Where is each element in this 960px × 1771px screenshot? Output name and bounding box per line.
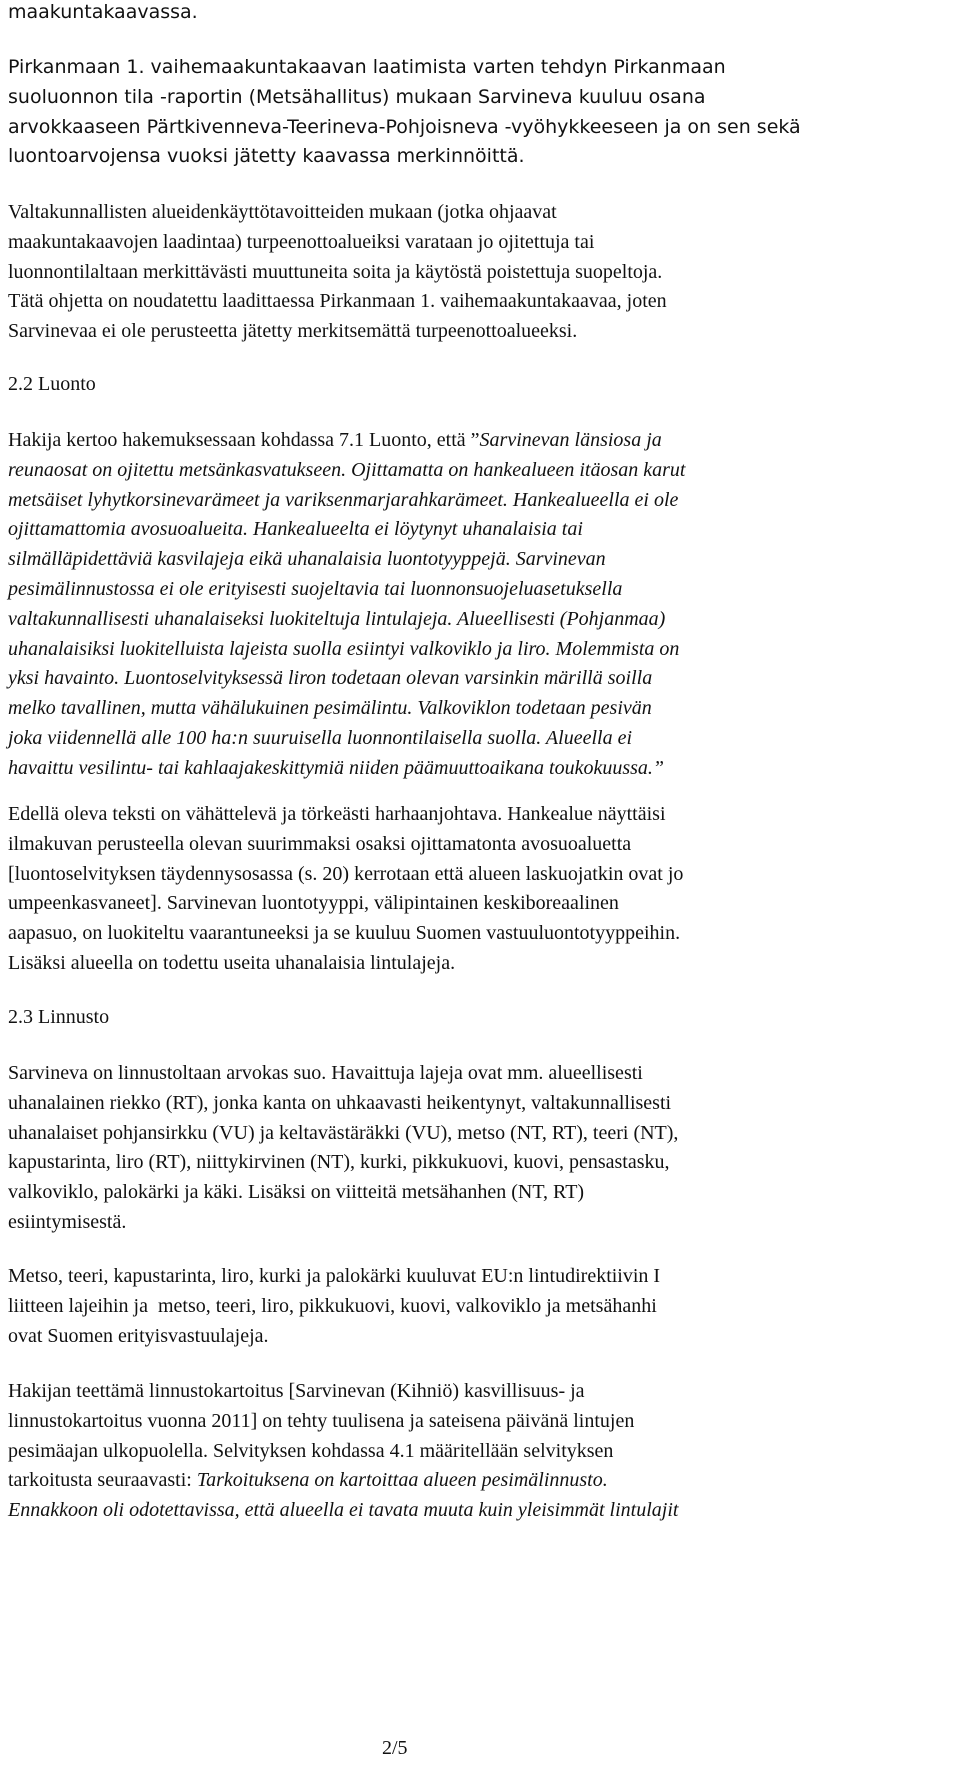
- section-heading-luonto: 2.2 Luonto: [8, 373, 96, 395]
- paragraph-directive: [8, 1262, 952, 1351]
- text-line: esiintymisestä.: [8, 1210, 127, 1233]
- quote-line: Ennakkoon oli odotettavissa, että alueella ei tavata muuta kuin yleisimmät lintulajit: [8, 1499, 679, 1522]
- text-line: kapustarinta, liro (RT), niittykirvinen (NT), kurki, pikkukuovi, kuovi, pensastasku,: [8, 1151, 670, 1174]
- text-line: umpeenkasvaneet]. Sarvinevan luontotyyppi, välipintainen keskiboreaalinen: [8, 892, 619, 915]
- text-line: linnustokartoitus vuonna 2011] on tehty tuulisena ja sateisena päivänä lintujen: [8, 1409, 635, 1432]
- text-line: Tätä ohjetta on noudatettu laadittaessa Pirkanmaan 1. vaihemaakuntakaavaa, joten: [8, 290, 667, 313]
- text-line: Hakijan teettämä linnustokartoitus [Sarvinevan (Kihniö) kasvillisuus- ja: [8, 1380, 585, 1402]
- text-line: [luontoselvityksen täydennysosassa (s. 20) kerrotaan että alueen laskuojatkin ovat jo: [8, 862, 684, 885]
- quote-line: pesimälinnustossa ei ole erityisesti suojeltavia tai luonnonsuojeluasetuksella: [8, 577, 623, 600]
- text-line: Sarvinevaa ei ole perusteetta jätetty merkitsemättä turpeenottoalueeksi.: [8, 320, 578, 343]
- page-number: 2/5: [382, 1737, 408, 1759]
- text-line: pesimäajan ulkopuolella. Selvityksen kohdassa 4.1 määritellään selvityksen: [8, 1439, 614, 1462]
- text-line: uhanalainen riekko (RT), jonka kanta on uhkaavasti heikentynyt, valtakunnallisesti: [8, 1091, 672, 1114]
- paragraph-quote: [8, 426, 952, 784]
- quote-line: melko tavallinen, mutta vähälukuinen pesimälintu. Valkoviklon todetaan pesivän: [8, 697, 652, 720]
- text-line: uhanalaiset pohjansirkku (VU) ja keltavästäräkki (VU), metso (NT, RT), teeri (NT),: [8, 1121, 679, 1144]
- text-line: Metso, teeri, kapustarinta, liro, kurki ja palokärki kuuluvat EU:n lintudirektiivin I: [8, 1265, 661, 1287]
- text-line: aapasuo, on luokiteltu vaarantuneeksi ja se kuuluu Suomen vastuuluontotyyppeihin.: [8, 922, 681, 945]
- text-line: Valtakunnallisten alueidenkäyttötavoitteiden mukaan (jotka ohjaavat: [8, 201, 557, 223]
- text-line: Edellä oleva teksti on vähättelevä ja törkeästi harhaanjohtava. Hankealue näyttäisi: [8, 803, 666, 825]
- text-line: Sarvineva on linnustoltaan arvokas suo. Havaittuja lajeja ovat mm. alueellisesti: [8, 1062, 643, 1084]
- text-line: maakuntakaavojen laadintaa) turpeenottoalueiksi varataan jo ojitettuja tai: [8, 230, 595, 253]
- quote-line: havaittu vesilintu- tai kahlaajakeskittymiä niiden päämuuttoaikana toukokuussa.”: [8, 756, 665, 779]
- text-line: arvokkaaseen Pärtkivenneva-Teerineva-Pohjoisneva -vyöhykkeeseen ja on sen sekä: [8, 115, 801, 138]
- text-line: ovat Suomen erityisvastuulajeja.: [8, 1324, 269, 1347]
- paragraph-survey: [8, 1377, 952, 1526]
- continuation-text: maakuntakaavassa.: [8, 1, 198, 23]
- paragraph-comment: [8, 800, 952, 979]
- paragraph-species: [8, 1059, 952, 1238]
- text-line: Lisäksi alueella on todettu useita uhanalaisia lintulajeja.: [8, 951, 456, 974]
- paragraph-tavoitteet: [8, 198, 952, 347]
- quote-line: valtakunnallisesti uhanalaiseksi luokiteltuja lintulajeja. Alueellisesti (Pohjanmaa): [8, 607, 666, 630]
- section-heading-linnusto: 2.3 Linnusto: [8, 1006, 110, 1028]
- text-line: valkoviklo, palokärki ja käki. Lisäksi on viitteitä metsähanhen (NT, RT): [8, 1181, 585, 1204]
- quote-text: Sarvinevan länsiosa ja: [479, 429, 662, 451]
- text-line: [8, 1466, 952, 1496]
- quote-line: ojittamattomia avosuoalueita. Hankealueelta ei löytynyt uhanalaisia tai: [8, 518, 583, 541]
- text-line: luontoarvojensa vuoksi jätetty kaavassa merkinnöittä.: [8, 145, 525, 168]
- quote-line: silmälläpidettäviä kasvilajeja eikä uhanalaisia luontotyyppejä. Sarvinevan: [8, 548, 606, 571]
- quote-line: uhanalaisiksi luokitelluista lajeista suolla esiintyi valkoviklo ja liro. Molemmista on: [8, 637, 680, 660]
- paragraph-kaava: [8, 53, 952, 172]
- text-line: Pirkanmaan 1. vaihemaakuntakaavan laatimista varten tehdyn Pirkanmaan: [8, 56, 726, 78]
- quote-line: joka viidennellä alle 100 ha:n suuruisella luonnontilaisella suolla. Alueella ei: [8, 726, 633, 749]
- quote-line: yksi havainto. Luontoselvityksessä liron todetaan olevan varsinkin märillä soilla: [8, 667, 653, 690]
- text-line: suoluonnon tila -raportin (Metsähallitus) mukaan Sarvineva kuuluu osana: [8, 85, 706, 108]
- survey-intro: tarkoitusta seuraavasti:: [8, 1469, 197, 1492]
- quote-intro: Hakija kertoo hakemuksessaan kohdassa 7.1 Luonto, että ”: [8, 429, 480, 451]
- quote-line: metsäiset lyhytkorsinevarämeet ja variksenmarjarahkarämeet. Hankealueella ei ole: [8, 488, 679, 511]
- text-line: liitteen lajeihin ja metso, teeri, liro, pikkukuovi, kuovi, valkoviklo ja metsähanhi: [8, 1294, 657, 1317]
- quote-line: reunaosat on ojitettu metsänkasvatukseen. Ojittamatta on hankealueen itäosan karut: [8, 458, 686, 481]
- text-line: [8, 426, 952, 456]
- survey-quote: Tarkoituksena on kartoittaa alueen pesimälinnusto.: [196, 1469, 608, 1492]
- text-line: luonnontilaltaan merkittävästi muuttuneita soita ja käytöstä poistettuja suopeltoja.: [8, 260, 663, 283]
- text-line: ilmakuvan perusteella olevan suurimmaksi osaksi ojittamatonta avosuoaluetta: [8, 832, 632, 855]
